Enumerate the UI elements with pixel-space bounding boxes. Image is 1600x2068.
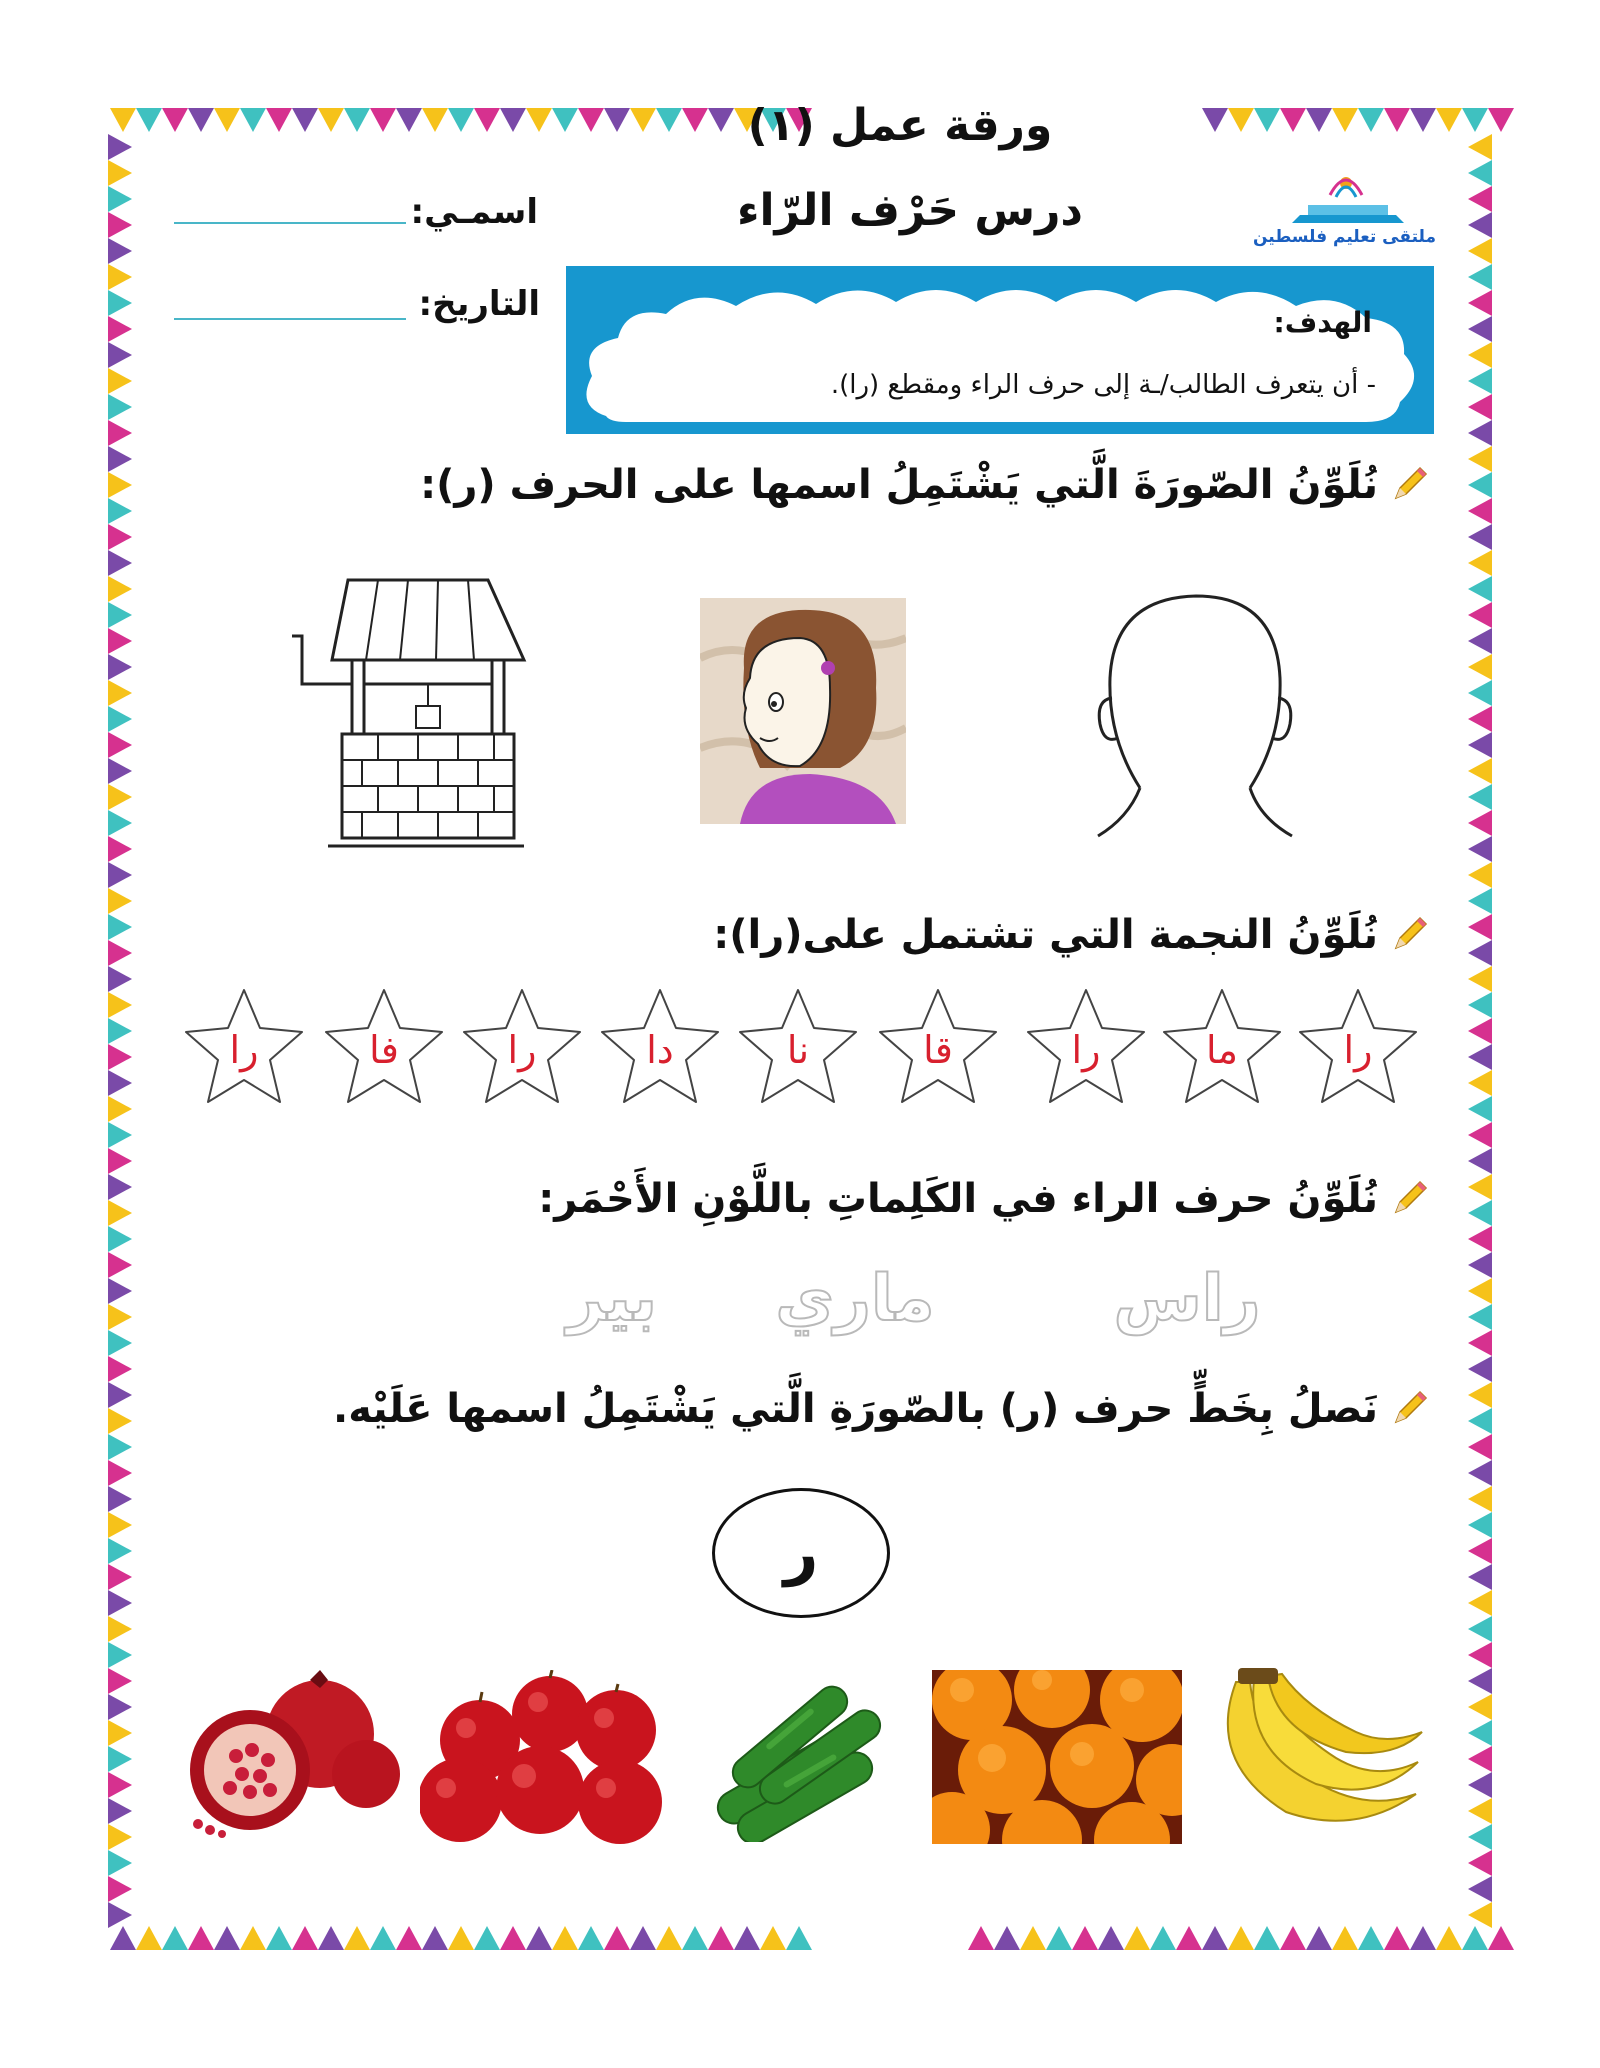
logo-icon [1260, 165, 1436, 225]
instruction-3-text: نُلَوِّنُ حرف الراء في الكَلِماتِ باللَّوْنِ الأَحْمَر: [538, 1176, 1378, 1222]
star-8[interactable] [320, 986, 448, 1108]
star-syllable: را [229, 1028, 259, 1072]
cucumber-image[interactable] [700, 1672, 900, 1842]
star-syllable: ما [1206, 1028, 1238, 1072]
star-syllable: را [507, 1028, 537, 1072]
star-syllable: نا [786, 1028, 810, 1072]
star-syllable: قا [923, 1028, 953, 1072]
pomegranate-image[interactable] [170, 1670, 400, 1840]
star-syllable: فا [369, 1028, 399, 1072]
word-mari[interactable]: ماري [775, 1262, 935, 1336]
pencil-icon [1388, 1388, 1430, 1430]
star-9[interactable] [180, 986, 308, 1108]
star-2[interactable] [1158, 986, 1286, 1108]
apple-image[interactable] [420, 1670, 674, 1850]
pencil-icon [1388, 464, 1430, 506]
goal-text: - أن يتعرف الطالب/ـة إلى حرف الراء ومقطع (را). [830, 370, 1376, 400]
letter-circle[interactable] [712, 1488, 890, 1618]
girl-image[interactable] [700, 598, 906, 824]
star-4[interactable] [874, 986, 1002, 1108]
well-image[interactable] [288, 570, 528, 854]
star-1[interactable] [1294, 986, 1422, 1108]
instruction-1 [420, 462, 1430, 508]
instruction-3 [538, 1176, 1430, 1222]
word-bir[interactable]: بير [567, 1262, 657, 1336]
word-ras[interactable]: راس [1113, 1262, 1261, 1336]
instruction-4 [333, 1386, 1430, 1432]
pencil-icon [1388, 1178, 1430, 1220]
star-syllable: را [1343, 1028, 1373, 1072]
star-7[interactable] [458, 986, 586, 1108]
instruction-2 [713, 912, 1430, 958]
star-6[interactable] [596, 986, 724, 1108]
head-image[interactable] [1088, 588, 1300, 844]
star-3[interactable] [1022, 986, 1150, 1108]
date-label: التاريخ: [418, 284, 540, 324]
pencil-icon [1388, 914, 1430, 956]
name-line[interactable] [174, 222, 406, 224]
logo-text: ملتقى تعليم فلسطين [1252, 227, 1436, 247]
star-syllable: دا [646, 1028, 674, 1072]
lesson-title: درس حَرْف الرّاء [736, 185, 1083, 236]
banana-image[interactable] [1196, 1662, 1426, 1836]
goal-box [566, 266, 1434, 434]
cloud-shape [566, 266, 1434, 434]
logo [1252, 165, 1436, 255]
goal-title: الهدف: [1273, 306, 1372, 339]
instruction-4-text: نَصلُ بِخَطٍّ حرف (ر) بالصّورَةِ الَّتي يَشْتَمِلُ اسمها عَلَيْه. [333, 1386, 1378, 1432]
worksheet-title: ورقة عمل (١) [747, 100, 1053, 151]
instruction-2-text: نُلَوِّنُ النجمة التي تشتمل على(را): [713, 912, 1378, 958]
name-label: اسمـي: [410, 192, 538, 232]
star-5[interactable] [734, 986, 862, 1108]
star-syllable: را [1071, 1028, 1101, 1072]
instruction-1-text: نُلَوِّنُ الصّورَةَ الَّتي يَشْتَمِلُ اسمها على الحرف (ر): [420, 462, 1378, 508]
orange-image[interactable] [932, 1670, 1182, 1844]
date-line[interactable] [174, 318, 406, 320]
letter-ra: ر [783, 1518, 819, 1588]
